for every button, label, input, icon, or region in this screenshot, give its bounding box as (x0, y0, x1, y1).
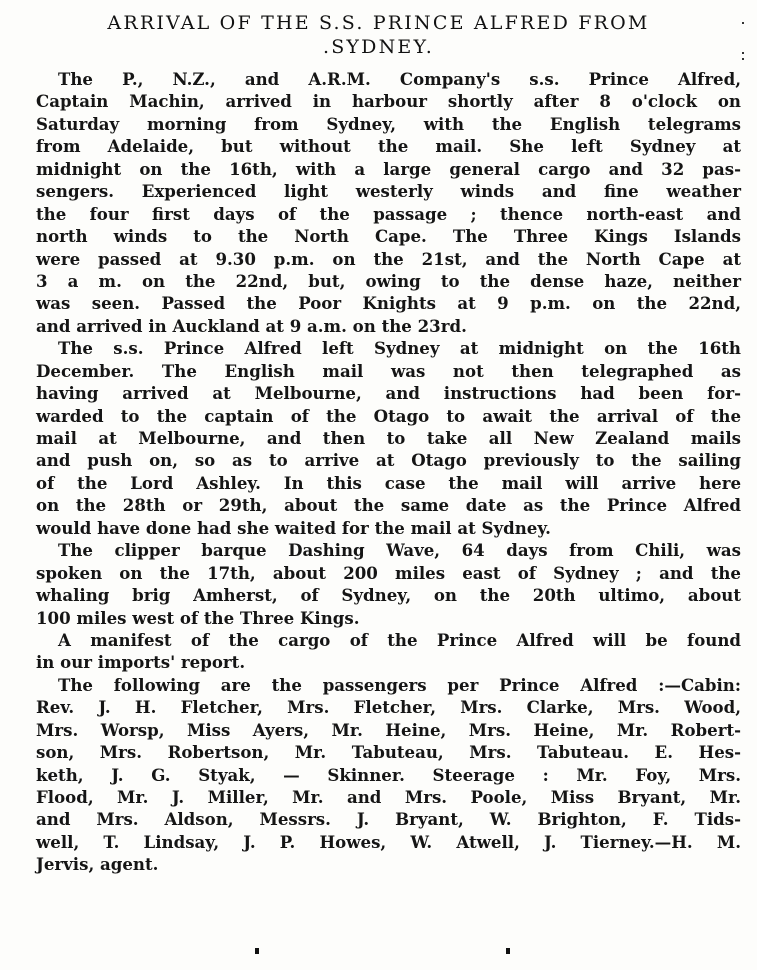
column-rule-mark (506, 948, 510, 954)
margin-speck (742, 52, 744, 54)
article-line: The clipper barque Dashing Wave, 64 days from Chili, was (58, 540, 741, 561)
article-line: The s.s. Prince Alfred left Sydney at midnight on the 16th (58, 338, 741, 359)
article-line: A manifest of the cargo of the Prince Alfred will be found (58, 629, 741, 650)
article-line: the four first days of the passage ; thence north-east and (36, 203, 741, 224)
article-line: north winds to the North Cape. The Three Kings Islands (36, 226, 741, 247)
article-line: The P., N.Z., and A.R.M. Company's s.s. Prince Alfred, (58, 69, 741, 89)
article-line: midnight on the 16th, with a large general cargo and 32 pas- (36, 158, 741, 179)
headline-line-1: ARRIVAL OF THE S.S. PRINCE ALFRED FROM (107, 12, 650, 34)
article-line: sengers. Experienced light westerly winds and fine weather (36, 181, 741, 202)
column-rule-mark (255, 948, 259, 954)
article-line: of the Lord Ashley. In this case the mail will arrive here (36, 472, 741, 493)
article-line: having arrived at Melbourne, and instructions had been for- (36, 383, 741, 404)
article-line: Rev. J. H. Fletcher, Mrs. Fletcher, Mrs. Clarke, Mrs. Wood, (36, 697, 741, 718)
article-line: Mrs. Worsp, Miss Ayers, Mr. Heine, Mrs. Heine, Mr. Robert- (36, 719, 741, 740)
article-body (36, 68, 741, 876)
article-line: warded to the captain of the Otago to await the arrival of the (36, 405, 741, 426)
article-line: Saturday morning from Sydney, with the English telegrams (36, 113, 741, 134)
article-line: 3 a m. on the 22nd, but, owing to the dense haze, neither (36, 270, 741, 291)
article-line: Captain Machin, arrived in harbour shortly after 8 o'clock on (36, 91, 741, 112)
article-line: would have done had she waited for the mail at Sydney. (36, 517, 551, 538)
article-line: 100 miles west of the Three Kings. (36, 607, 360, 628)
headline-line-2: .SYDNEY. (322, 36, 435, 58)
article-line: son, Mrs. Robertson, Mr. Tabuteau, Mrs. Tabuteau. E. Hes- (36, 742, 741, 763)
article-line: and arrived in Auckland at 9 a.m. on the 23rd. (36, 315, 467, 336)
article-line: and Mrs. Aldson, Messrs. J. Bryant, W. Brighton, F. Tids- (36, 809, 741, 830)
article-line: Flood, Mr. J. Miller, Mr. and Mrs. Poole, Miss Bryant, Mr. (36, 787, 741, 807)
article-line: keth, J. G. Styak, — Skinner. Steerage : Mr. Foy, Mrs. (36, 764, 741, 785)
margin-speck (742, 58, 744, 60)
article-line: from Adelaide, but without the mail. She left Sydney at (36, 136, 741, 157)
article-line: Jervis, agent. (36, 854, 159, 875)
article-line: December. The English mail was not then telegraphed as (36, 360, 741, 381)
article-line: whaling brig Amherst, of Sydney, on the 20th ultimo, about (36, 585, 741, 606)
article-line: and push on, so as to arrive at Otago previously to the sailing (36, 450, 741, 471)
article-line: The following are the passengers per Prince Alfred :—Cabin: (58, 674, 741, 695)
article-line: in our imports' report. (36, 652, 246, 673)
article-line: mail at Melbourne, and then to take all New Zealand mails (36, 428, 741, 448)
article-line: spoken on the 17th, about 200 miles east of Sydney ; and the (36, 562, 741, 583)
article-line: was seen. Passed the Poor Knights at 9 p.m. on the 22nd, (36, 293, 741, 314)
article-line: well, T. Lindsay, J. P. Howes, W. Atwell, J. Tierney.—H. M. (36, 831, 741, 852)
article-line: were passed at 9.30 p.m. on the 21st, and the North Cape at (36, 248, 741, 269)
margin-speck (742, 22, 744, 24)
article-line: on the 28th or 29th, about the same date as the Prince Alfred (36, 495, 741, 516)
